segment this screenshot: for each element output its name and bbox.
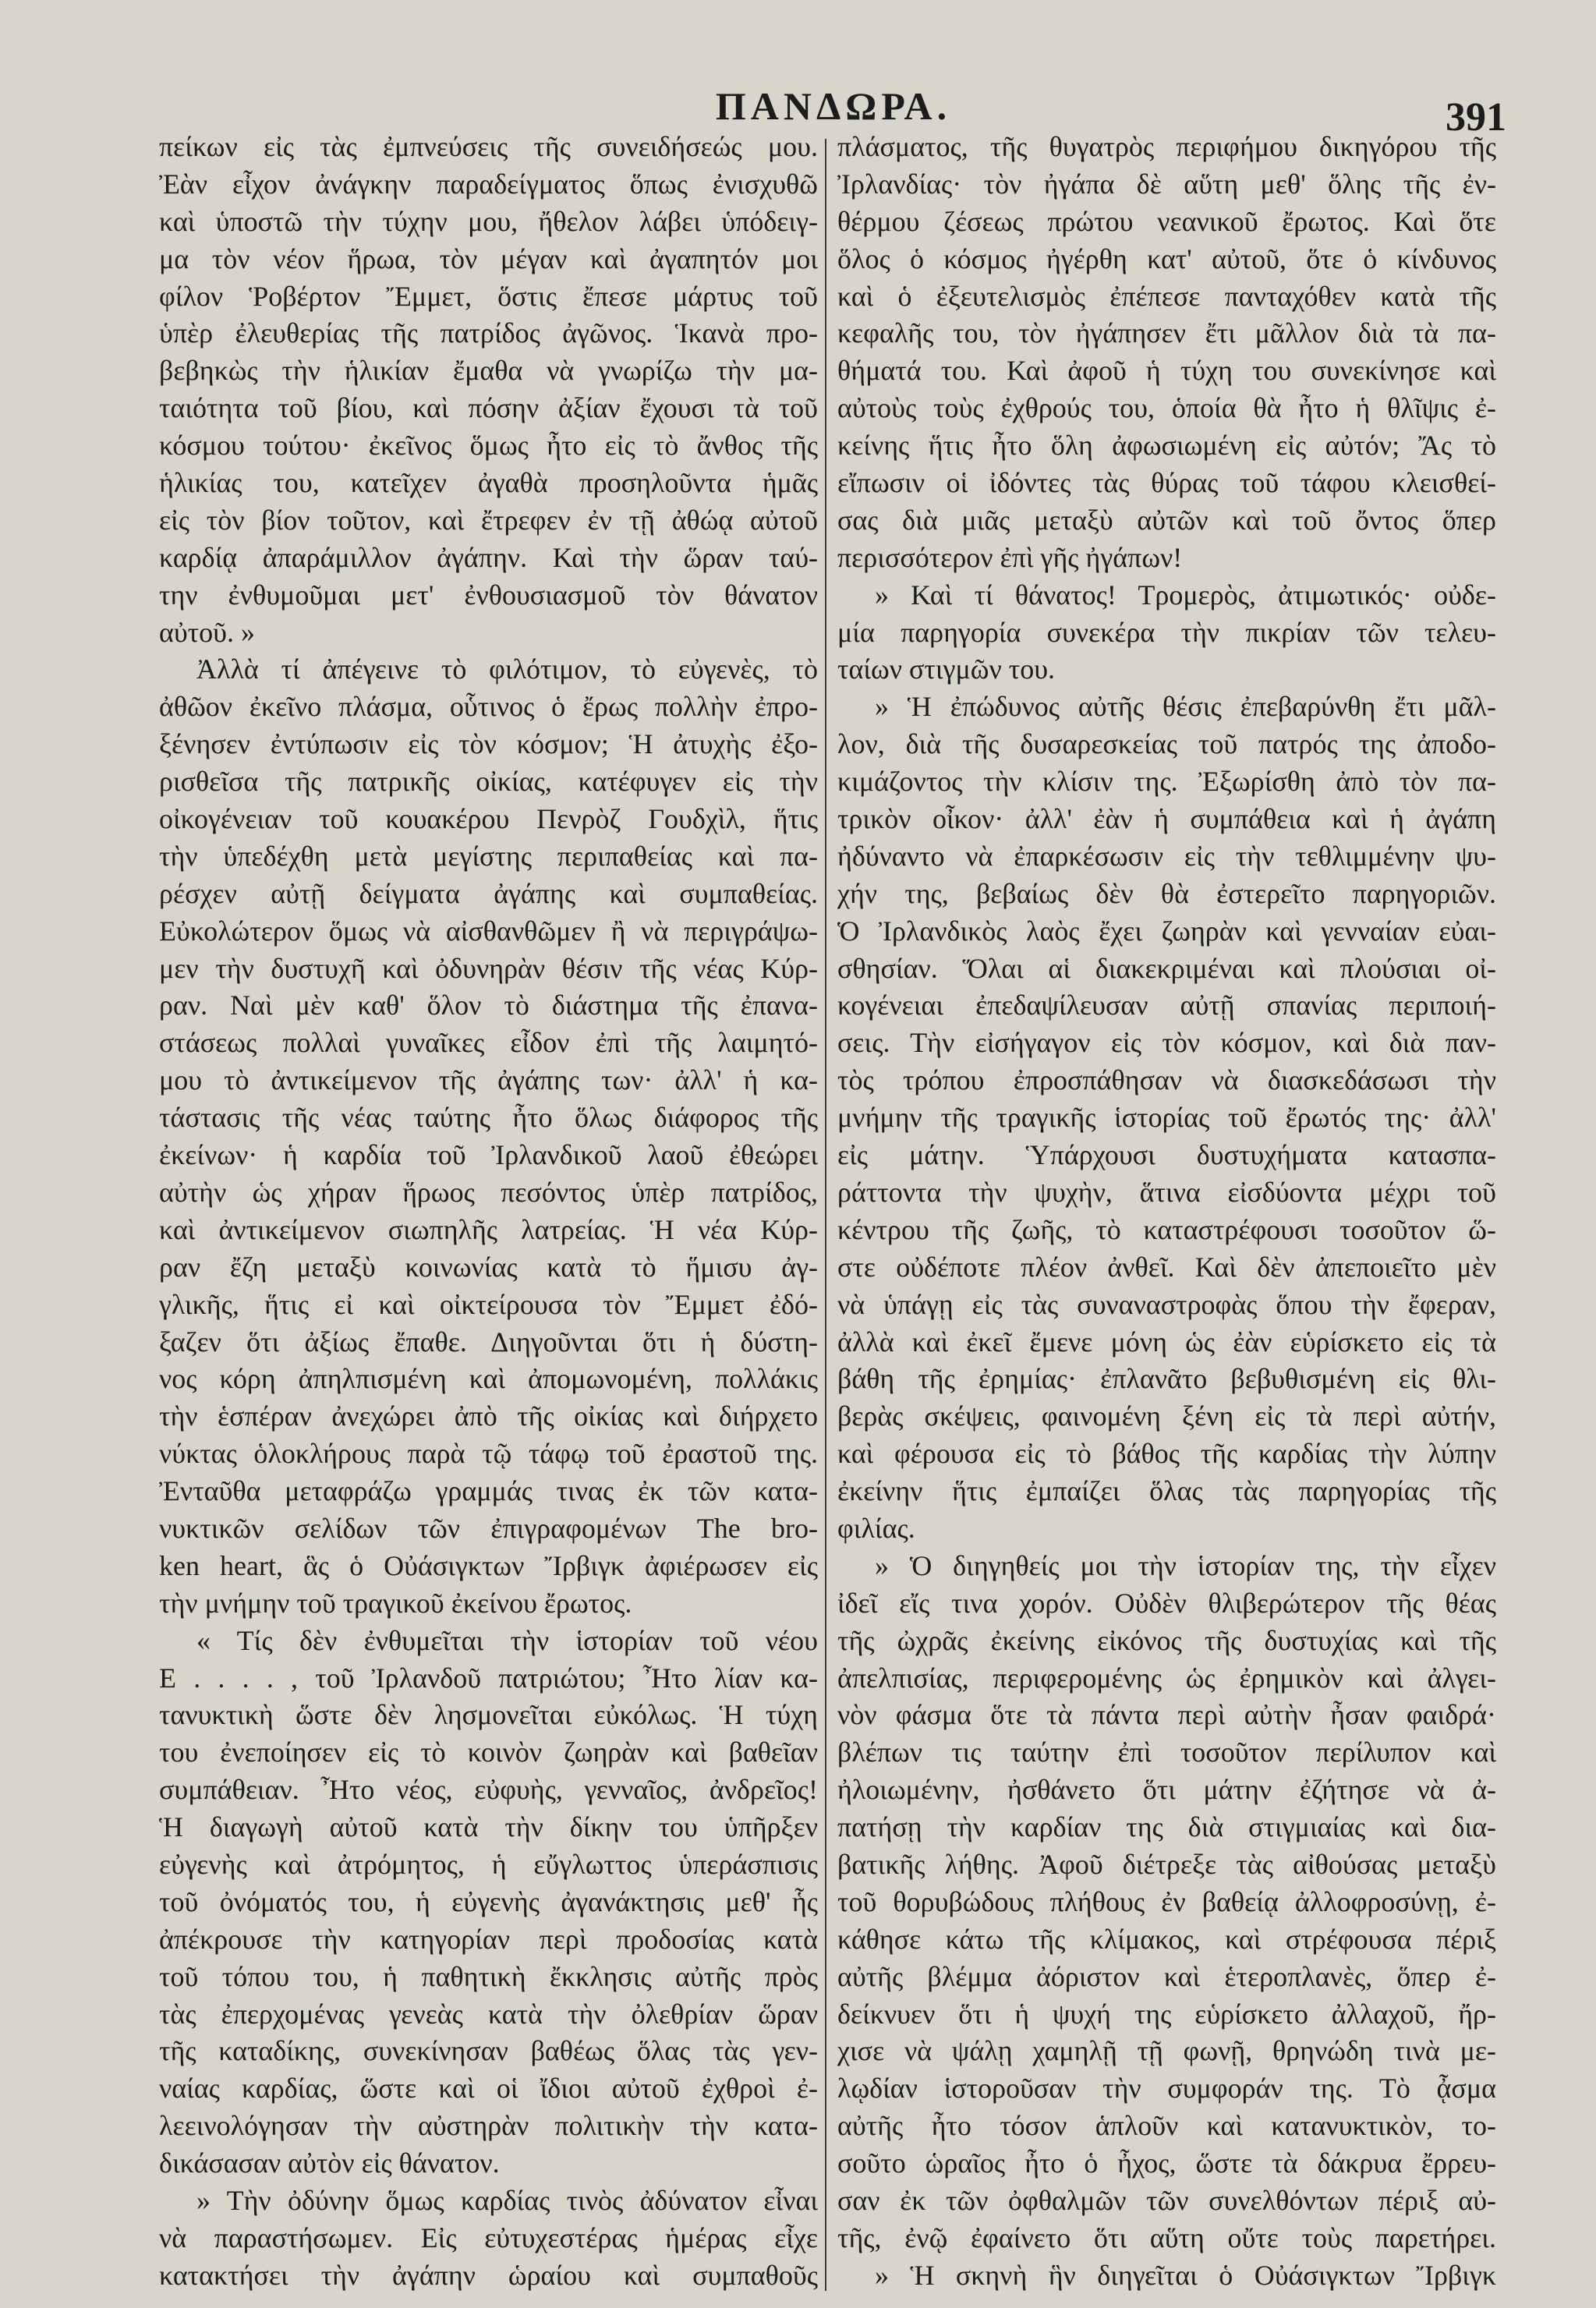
text-line: οἰκογένειαν τοῦ κουακέρου Πενρὸζ Γουδχὶλ, ἥτις (159, 803, 818, 835)
page-number: 391 (1446, 95, 1506, 140)
text-line: πατήσῃ τὴν καρδίαν της διὰ στιγμιαίας καὶ δια- (837, 1811, 1496, 1843)
left-column (159, 129, 818, 2295)
text-line: κόσμου τούτου· ἐκεῖνος ὅμως ἦτο εἰς τὸ ἄνθος τῆς (159, 430, 818, 462)
text-line: « Τίς δὲν ἐνθυμεῖται τὴν ἱστορίαν τοῦ νέου (196, 1624, 818, 1656)
text-line: ρέσχεν αὐτῇ δείγματα ἀγάπης καὶ συμπαθείας. (159, 877, 818, 909)
text-line: τὴν μνήμην τοῦ τραγικοῦ ἐκείνου ἔρωτος. (159, 1587, 632, 1619)
text-line: πείκων εἰς τὰς ἐμπνεύσεις τῆς συνειδήσεώς μου. (159, 131, 818, 162)
text-line: ἠλοιωμένην, ἠσθάνετο ὅτι μάτην ἐζήτησε νὰ ἀ- (837, 1774, 1496, 1806)
text-line: ρισθεῖσα τῆς πατρικῆς οἰκίας, κατέφυγεν εἰς τὴν (159, 766, 818, 798)
text-line: λῳδίαν ἱστοροῦσαν τὴν συμφοράν της. Τὸ ᾆσμα (837, 2073, 1496, 2104)
text-line: νὰ παραστήσωμεν. Εἰς εὐτυχεστέρας ἡμέρας εἶχε (159, 2221, 818, 2253)
text-line: λον, διὰ τῆς δυσαρεσκείας τοῦ πατρός της ἀποδο- (837, 728, 1496, 760)
text-line: νος κόρη ἀπηλπισμένη καὶ ἀπομωνομένη, πολλάκις (159, 1363, 818, 1395)
text-line: Ἐνταῦθα μεταφράζω γραμμάς τινας ἐκ τῶν κατα- (159, 1475, 818, 1507)
text-line: ἐκείνην ἥτις ἐμπαίζει ὅλας τὰς παρηγορίας τῆς (837, 1475, 1496, 1507)
text-line: ὑπὲρ ἐλευθερίας τῆς πατρίδος ἀγῶνος. Ἱκανὰ προ- (159, 317, 818, 349)
text-line: σοῦτο ὡραῖος ἦτο ὁ ἦχος, ὥστε τὰ δάκρυα ἔρρευ- (837, 2147, 1496, 2179)
text-line: μου τὸ ἀντικείμενον τῆς ἀγάπης των· ἀλλ' ἡ κα- (159, 1064, 818, 1096)
text-line: λεεινολόγησαν τὴν αὐστηρὰν πολιτικὴν τὴν κατα- (159, 2110, 818, 2142)
text-line: μα τὸν νέον ἥρωα, τὸν μέγαν καὶ ἀγαπητόν μοι (159, 242, 818, 274)
text-line: μεν τὴν δυστυχῆ καὶ ὀδυνηρὰν θέσιν τῆς νέας Κύρ- (159, 952, 818, 984)
text-line: Ε . . . . , τοῦ Ἰρλανδοῦ πατριώτου; Ἦτο λίαν κα- (159, 1662, 818, 1694)
text-line: του ἐνεποίησεν εἰς τὸ κοινὸν ζωηρὰν καὶ βαθεῖαν (159, 1736, 818, 1768)
text-line: » Τὴν ὀδύνην ὅμως καρδίας τινὸς ἀδύνατον εἶναι (196, 2184, 818, 2216)
text-line: νύκτας ὁλοκλήρους παρὰ τῷ τάφῳ τοῦ ἐραστοῦ της. (159, 1438, 818, 1470)
text-line: τὸς τρόπου ἐπροσπάθησαν νὰ διασκεδάσωσι τὴν (837, 1064, 1496, 1096)
text-line: καρδίᾳ ἀπαράμιλλον ἀγάπην. Καὶ τὴν ὥραν ταύ- (159, 541, 818, 573)
text-line: κέντρου τῆς ζωῆς, τὸ καταστρέφουσι τοσοῦτον ὥ- (837, 1213, 1496, 1245)
text-line: εἰς μάτην. Ὑπάρχουσι δυστυχήματα κατασπα- (837, 1139, 1496, 1171)
text-line: δικάσασαν αὐτὸν εἰς θάνατον. (159, 2147, 500, 2179)
text-line: » Ἡ ἐπώδυνος αὐτῆς θέσις ἐπεβαρύνθη ἔτι μᾶλ- (875, 691, 1496, 723)
text-line: τανυκτικὴ ὥστε δὲν λησμονεῖται εὐκόλως. Ἡ τύχη (159, 1699, 818, 1731)
text-line: τρικὸν οἶκον· ἀλλ' ἐὰν ἡ συμπάθεια καὶ ἡ ἀγάπη (837, 803, 1496, 835)
text-line: τοῦ ὀνόματός του, ἡ εὐγενὴς ἀγανάκτησις μεθ' ἧς (159, 1885, 818, 1917)
text-line: τῆς καταδίκης, συνεκίνησαν βαθέως ὅλας τὰς γεν- (159, 2035, 818, 2067)
text-line: τὴν ὑπεδέχθη μετὰ μεγίστης περιπαθείας καὶ πα- (159, 840, 818, 872)
text-line: Ἰρλανδίας· τὸν ἠγάπα δὲ αὕτη μεθ' ὅλης τῆς ἐν- (837, 168, 1496, 200)
text-line: ξένησεν ἐντύπωσιν εἰς τὸν κόσμον; Ἡ ἀτυχὴς ἐξο- (159, 728, 818, 760)
text-line: βατικῆς λήθης. Ἀφοῦ διέτρεξε τὰς αἰθούσας μεταξὺ (837, 1848, 1496, 1880)
text-line: ἐκείνων· ἡ καρδία τοῦ Ἰρλανδικοῦ λαοῦ ἐθεώρει (159, 1139, 818, 1171)
text-line: τοῦ θορυβώδους πλήθους ἐν βαθείᾳ ἀλλοφροσύνῃ, ἐ- (837, 1885, 1496, 1917)
text-line: στε οὐδέποτε πλέον ἀνθεῖ. Καὶ δὲν ἀπεποιεῖτο μὲν (837, 1251, 1496, 1283)
column-divider (825, 139, 826, 2291)
text-line: αὐτὴν ὡς χήραν ἥρωος πεσόντος ὑπὲρ πατρίδος, (159, 1176, 818, 1208)
text-line: ραν. Ναὶ μὲν καθ' ὅλον τὸ διάστημα τῆς ἐπανα- (159, 989, 818, 1021)
text-line: τῆς, ἐνῷ ἐφαίνετο ὅτι αὕτη οὔτε τοὺς παρετήρει. (837, 2221, 1496, 2253)
text-line: Ἡ διαγωγὴ αὐτοῦ κατὰ τὴν δίκην του ὑπῆρξεν (159, 1811, 818, 1843)
text-line: συμπάθειαν. Ἦτο νέος, εὐφυὴς, γενναῖος, ἀνδρεῖος! (159, 1774, 818, 1806)
text-line: χισε νὰ ψάλῃ χαμηλῇ τῇ φωνῇ, θρηνώδη τινὰ με- (837, 2035, 1496, 2067)
text-line: κογένειαι ἐπεδαψίλευσαν αὐτῇ σπανίας περιποιή- (837, 989, 1496, 1021)
text-line: αὐτῆς ἦτο τόσον ἁπλοῦν καὶ κατανυκτικὸν, το- (837, 2110, 1496, 2142)
text-line: θέρμου ζέσεως πρώτου νεανικοῦ ἔρωτος. Καὶ ὅτε (837, 205, 1496, 237)
text-line: ράττοντα τὴν ψυχὴν, ἅτινα εἰσδύοντα μέχρι τοῦ (837, 1176, 1496, 1208)
text-line: ναίας καρδίας, ὥστε καὶ οἱ ἴδιοι αὐτοῦ ἐχθροὶ ἐ- (159, 2073, 818, 2104)
text-line: τὰς ἐπερχομένας γενεὰς κατὰ τὴν ὀλεθρίαν ὥραν (159, 1998, 818, 2030)
text-line: δείκνυεν ὅτι ἡ ψυχή της εὑρίσκετο ἀλλαχοῦ, ἤρ- (837, 1998, 1496, 2030)
text-line: την ἐνθυμοῦμαι μετ' ἐνθουσιασμοῦ τὸν θάνατον (159, 579, 818, 611)
text-line: ταιότητα τοῦ βίου, καὶ πόσην ἀξίαν ἔχουσι τὰ τοῦ (159, 392, 818, 424)
text-line: κεφαλῆς του, τὸν ἠγάπησεν ἔτι μᾶλλον διὰ τὰ πα- (837, 317, 1496, 349)
text-line: ἀπελπισίας, περιφερομένης ὡς ἐρημικὸν καὶ ἀλγει- (837, 1662, 1496, 1694)
text-line: καὶ ὁ ἐξευτελισμὸς ἐπέπεσε πανταχόθεν κατὰ τῆς (837, 280, 1496, 312)
text-line: σθησίαν. Ὅλαι αἱ διακεκριμέναι καὶ πλούσιαι οἰ- (837, 952, 1496, 984)
text-line: μία παρηγορία συνεκέρα τὴν πικρίαν τῶν τελευ- (837, 616, 1496, 648)
text-line: αὐτῆς βλέμμα ἀόριστον καὶ ἑτεροπλανὲς, ὅπερ ἐ- (837, 1960, 1496, 1992)
text-line: τοῦ τόπου του, ἡ παθητικὴ ἔκκλησις αὐτῆς πρὸς (159, 1960, 818, 1992)
text-line: ραν ἔζη μεταξὺ κοινωνίας κατὰ τὸ ἥμισυ ἀγ- (159, 1251, 818, 1283)
text-line: εἰς τὸν βίον τοῦτον, καὶ ἔτρεφεν ἐν τῇ ἀθώᾳ αὐτοῦ (159, 504, 818, 536)
text-line: » Καὶ τί θάνατος! Τρομερὸς, ἀτιμωτικός· οὐδε- (875, 579, 1496, 611)
text-line: σας διὰ μιᾶς μεταξὺ αὐτῶν καὶ τοῦ ὄντος ὅπερ (837, 504, 1496, 536)
text-line: χήν της, βεβαίως δὲν θὰ ἐστερεῖτο παρηγοριῶν. (837, 877, 1496, 909)
text-line: σαν ἐκ τῶν ὀφθαλμῶν τῶν συνελθόντων πέριξ αὐ- (837, 2184, 1496, 2216)
text-line: τάστασις τῆς νέας ταύτης ἦτο ὅλως διάφορος τῆς (159, 1102, 818, 1134)
text-line: Εὐκολώτερον ὅμως νὰ αἰσθανθῶμεν ἢ νὰ περιγράψω- (159, 915, 818, 947)
right-column (837, 129, 1496, 2295)
text-line: περισσότερον ἐπὶ γῆς ἠγάπων! (837, 541, 1183, 573)
text-line: » Ἡ σκηνὴ ἣν διηγεῖται ὁ Οὐάσιγκτων Ἴρβιγκ (875, 2259, 1496, 2291)
text-line: τὴν ἑσπέραν ἀνεχώρει ἀπὸ τῆς οἰκίας καὶ διήρχετο (159, 1400, 818, 1432)
text-line: βερὰς σκέψεις, φαινομένη ξένη εἰς τὰ περὶ αὐτήν, (837, 1400, 1496, 1432)
text-line: φιλίας. (837, 1512, 915, 1544)
text-line: καὶ ἀντικείμενον σιωπηλῆς λατρείας. Ἡ νέα Κύρ- (159, 1213, 818, 1245)
text-line: βλέπων τις ταύτην ἐπὶ τοσοῦτον περίλυπον καὶ (837, 1736, 1496, 1768)
text-line: σεις. Τὴν εἰσήγαγον εἰς τὸν κόσμον, καὶ διὰ παν- (837, 1027, 1496, 1059)
text-line: » Ὁ διηγηθείς μοι τὴν ἱστορίαν της, τὴν εἶχεν (875, 1549, 1496, 1581)
text-line: καὶ φέρουσα εἰς τὸ βάθος τῆς καρδίας τὴν λύπην (837, 1438, 1496, 1470)
text-line: βεβηκὼς τὴν ἡλικίαν ἔμαθα νὰ γνωρίζω τὴν μα- (159, 355, 818, 387)
text-line: γλικῆς, ἥτις εἰ καὶ οἰκτείρουσα τὸν Ἔμμετ ἐδό- (159, 1288, 818, 1320)
text-line: θήματά του. Καὶ ἀφοῦ ἡ τύχη του συνεκίνησε καὶ (837, 355, 1496, 387)
text-line: στάσεως πολλαὶ γυναῖκες εἶδον ἐπὶ τῆς λαιμητό- (159, 1027, 818, 1059)
text-line: ken heart, ἃς ὁ Οὐάσιγκτων Ἴρβιγκ ἀφιέρωσεν εἰς (159, 1549, 818, 1581)
text-line: νὸν φάσμα ὅτε τὰ πάντα περὶ αὐτὴν ἦσαν φαιδρά· (837, 1699, 1496, 1731)
text-line: τῆς ὠχρᾶς ἐκείνης εἰκόνος τῆς δυστυχίας καὶ τῆς (837, 1624, 1496, 1656)
text-line: ἀλλὰ καὶ ἐκεῖ ἔμενε μόνη ὡς ἐὰν εὑρίσκετο εἰς τὰ (837, 1326, 1496, 1358)
text-line: νυκτικῶν σελίδων τῶν ἐπιγραφομένων The bro- (159, 1512, 818, 1544)
text-line: κείνης ἥτις ἦτο ὅλη ἀφωσιωμένη εἰς αὐτόν; Ἄς τὸ (837, 430, 1496, 462)
text-line: κιμάζοντος τὴν κλίσιν της. Ἐξωρίσθη ἀπὸ τὸν πα- (837, 766, 1496, 798)
text-line: μνήμην τῆς τραγικῆς ἱστορίας τοῦ ἔρωτός της· ἀλλ' (837, 1102, 1496, 1134)
text-line: ἀπέκρουσε τὴν κατηγορίαν περὶ προδοσίας κατὰ (159, 1923, 818, 1955)
text-line: εὐγενὴς καὶ ἀτρόμητος, ἡ εὔγλωττος ὑπεράσπισις (159, 1848, 818, 1880)
text-line: βάθη τῆς ἐρημίας· ἐπλανᾶτο βεβυθισμένη εἰς θλι- (837, 1363, 1496, 1395)
text-line: ἡλικίας του, κατεῖχεν ἀγαθὰ προσηλοῦντα ἡμᾶς (159, 467, 818, 499)
text-line: Ὁ Ἰρλανδικὸς λαὸς ἔχει ζωηρὰν καὶ γενναίαν εὐαι- (837, 915, 1496, 947)
text-line: ἀθῶον ἐκεῖνο πλάσμα, οὗτινος ὁ ἔρως πολλὴν ἐπρο- (159, 691, 818, 723)
text-line: ἠδύναντο νὰ ἐπαρκέσωσιν εἰς τὴν τεθλιμμένην ψυ- (837, 840, 1496, 872)
text-line: κάθησε κάτω τῆς κλίμακος, καὶ στρέφουσα πέριξ (837, 1923, 1496, 1955)
text-line: αὐτοὺς τοὺς ἐχθρούς του, ὁποία θὰ ἦτο ἡ θλῖψις ἐ- (837, 392, 1496, 424)
text-line: Ἐὰν εἶχον ἀνάγκην παραδείγματος ὅπως ἐνισχυθῶ (159, 168, 818, 200)
text-line: πλάσματος, τῆς θυγατρὸς περιφήμου δικηγόρου τῆς (837, 131, 1496, 162)
text-line: αὐτοῦ. » (159, 616, 255, 648)
running-title: ΠΑΝΔΩΡΑ. (715, 84, 952, 128)
text-line: καὶ ὑποστῶ τὴν τύχην μου, ἤθελον λάβει ὑπόδειγ- (159, 205, 818, 237)
text-line: νὰ ὑπάγῃ εἰς τὰς συναναστροφὰς ὅπου τὴν ἔφεραν, (837, 1288, 1496, 1320)
text-line: ἰδεῖ εἴς τινα χορόν. Οὐδὲν θλιβερώτερον τῆς θέας (837, 1587, 1496, 1619)
text-line: Ἀλλὰ τί ἀπέγεινε τὸ φιλότιμον, τὸ εὐγενὲς, τὸ (196, 653, 818, 685)
text-line: φίλον Ῥοβέρτον Ἔμμετ, ὅστις ἔπεσε μάρτυς τοῦ (159, 280, 818, 312)
text-line: ταίων στιγμῶν του. (837, 653, 1056, 685)
text-line: ὅλος ὁ κόσμος ἠγέρθη κατ' αὐτοῦ, ὅτε ὁ κίνδυνος (837, 242, 1496, 274)
text-line: κατακτήσει τὴν ἀγάπην ὡραίου καὶ συμπαθοῦς (159, 2259, 818, 2291)
text-line: ξαζεν ὅτι ἀξίως ἔπαθε. Διηγοῦνται ὅτι ἡ δύστη- (159, 1326, 818, 1358)
text-line: εἴπωσιν οἱ ἰδόντες τὰς θύρας τοῦ τάφου κλεισθεί- (837, 467, 1496, 499)
